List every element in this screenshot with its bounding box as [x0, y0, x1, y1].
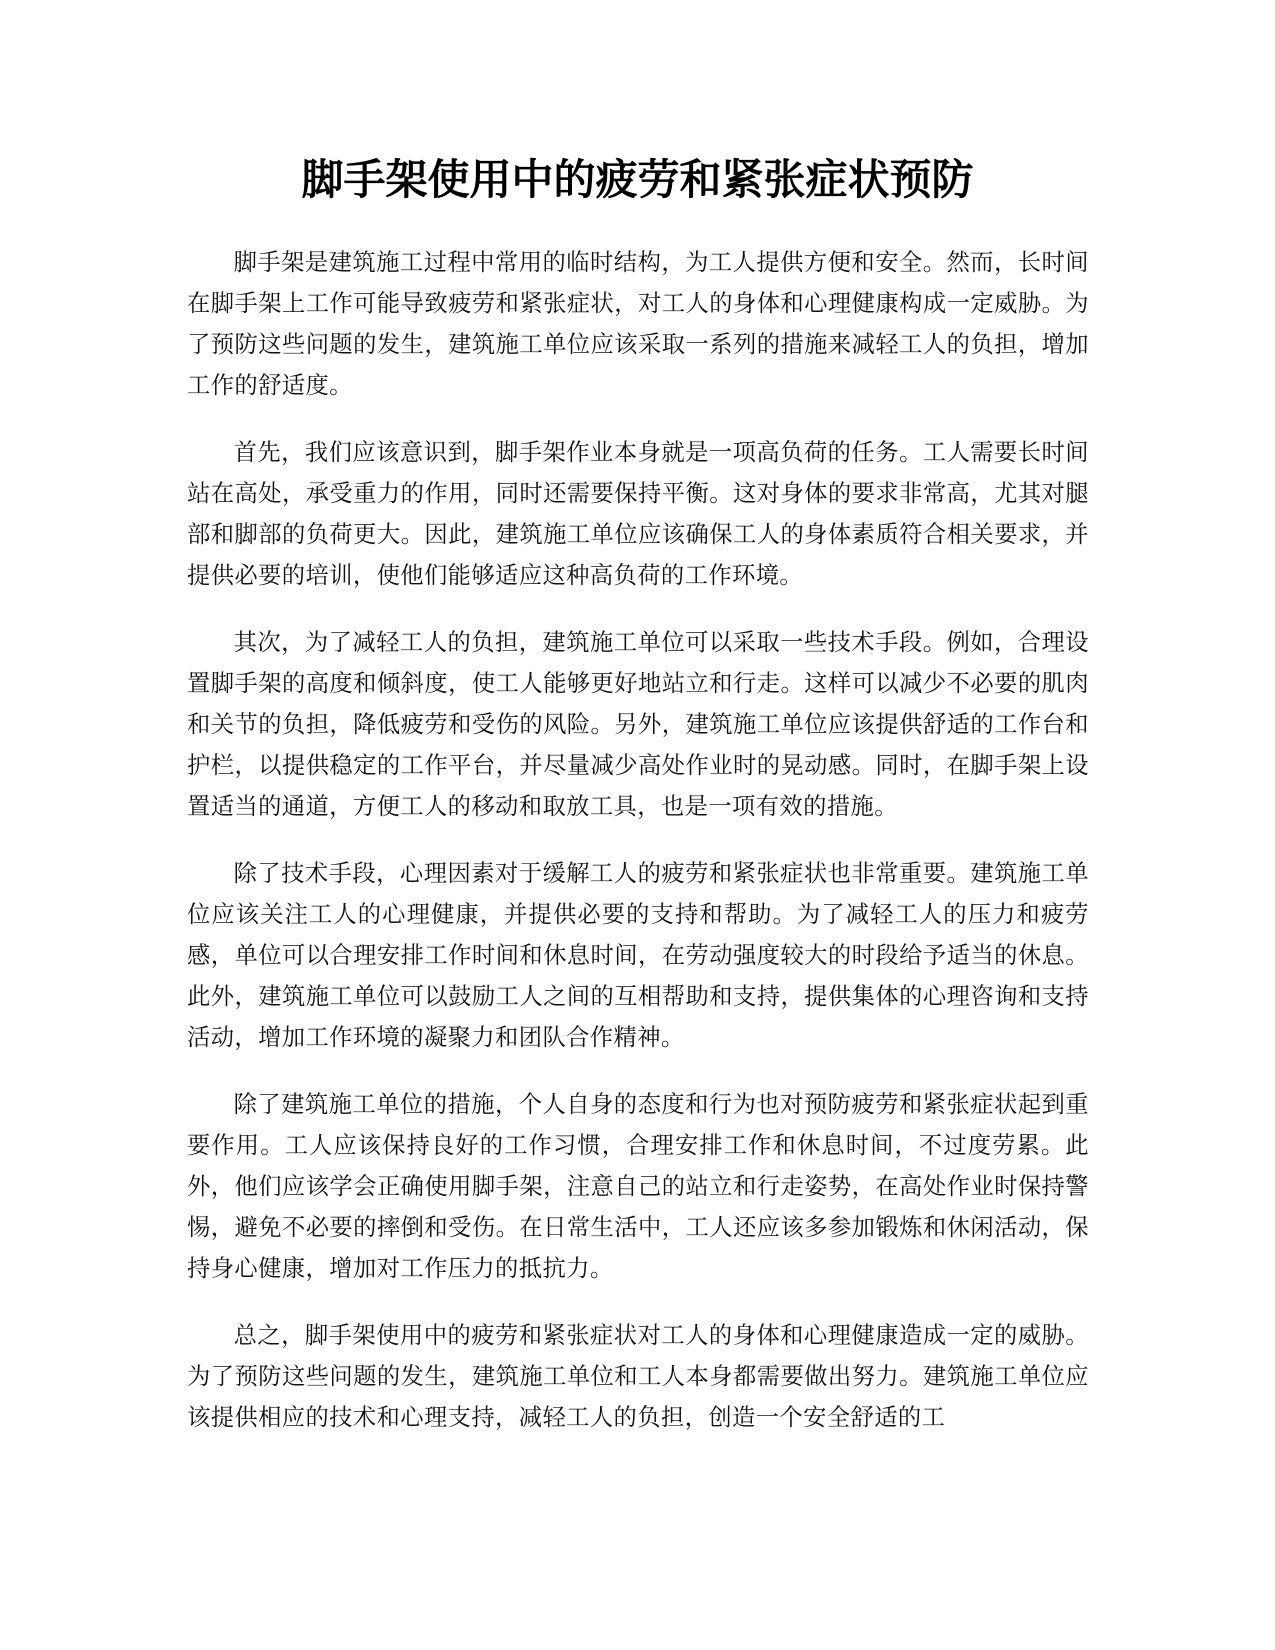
paragraph-intro: 脚手架是建筑施工过程中常用的临时结构，为工人提供方便和安全。然而，长时间在脚手架上工作可能导致疲劳和紧张症状，对工人的身体和心理健康构成一定威胁。为了预防这些问题的发生，建筑施工单位应该采取一系列的措施来减轻工人的负担，增加工作的舒适度。	[187, 249, 1089, 399]
document-body	[187, 242, 1089, 1464]
paragraph-first: 首先，我们应该意识到，脚手架作业本身就是一项高负荷的任务。工人需要长时间站在高处，承受重力的作用，同时还需要保持平衡。这对身体的要求非常高，尤其对腿部和脚部的负荷更大。因此，建筑施工单位应该确保工人的身体素质符合相关要求，并提供必要的培训，使他们能够适应这种高负荷的工作环境。	[187, 439, 1089, 589]
paragraph-psychology: 除了技术手段，心理因素对于缓解工人的疲劳和紧张症状也非常重要。建筑施工单位应该关注工人的心理健康，并提供必要的支持和帮助。为了减轻工人的压力和疲劳感，单位可以合理安排工作时间和休息时间，在劳动强度较大的时段给予适当的休息。此外，建筑施工单位可以鼓励工人之间的互相帮助和支持，提供集体的心理咨询和支持活动，增加工作环境的凝聚力和团队合作精神。	[187, 860, 1089, 1051]
paragraph-second: 其次，为了减轻工人的负担，建筑施工单位可以采取一些技术手段。例如，合理设置脚手架的高度和倾斜度，使工人能够更好地站立和行走。这样可以减少不必要的肌肉和关节的负担，降低疲劳和受伤的风险。另外，建筑施工单位应该提供舒适的工作台和护栏，以提供稳定的工作平台，并尽量减少高处作业时的晃动感。同时，在脚手架上设置适当的通道，方便工人的移动和取放工具，也是一项有效的措施。	[187, 629, 1089, 820]
page-title: 脚手架使用中的疲劳和紧张症状预防	[301, 155, 974, 204]
paragraph-conclusion: 总之，脚手架使用中的疲劳和紧张症状对工人的身体和心理健康造成一定的威胁。为了预防这些问题的发生，建筑施工单位和工人本身都需要做出努力。建筑施工单位应该提供相应的技术和心理支持，减轻工人的负担，创造一个安全舒适的工	[187, 1322, 1089, 1431]
paragraph-personal: 除了建筑施工单位的措施，个人自身的态度和行为也对预防疲劳和紧张症状起到重要作用。工人应该保持良好的工作习惯，合理安排工作和休息时间，不过度劳累。此外，他们应该学会正确使用脚手架，注意自己的站立和行走姿势，在高处作业时保持警惕，避免不必要的摔倒和受伤。在日常生活中，工人还应该多参加锻炼和休闲活动，保持身心健康，增加对工作压力的抵抗力。	[187, 1091, 1089, 1282]
